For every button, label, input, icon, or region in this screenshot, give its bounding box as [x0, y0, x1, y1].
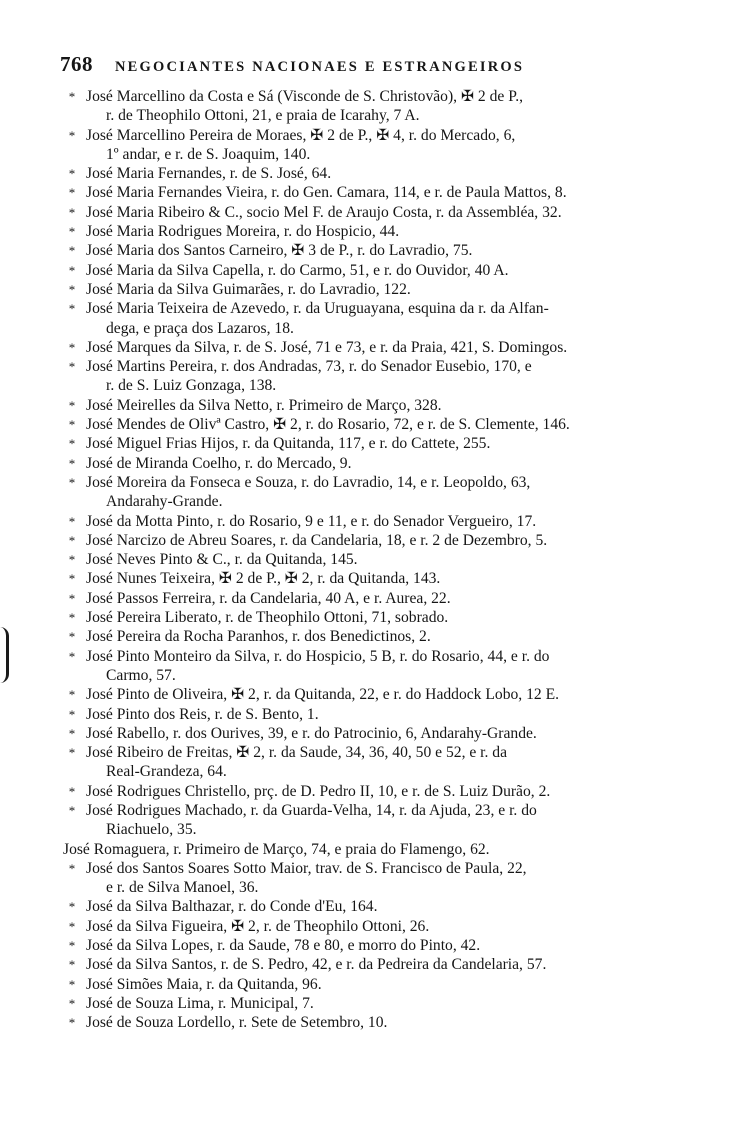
- entry-asterisk-marker: *: [68, 513, 76, 529]
- entry-text: José Rabello, r. dos Ourives, 39, e r. do Patrocinio, 6, Andarahy-Grande.: [86, 724, 537, 742]
- directory-entry: [0, 222, 706, 241]
- directory-entry: [0, 241, 706, 260]
- directory-entry: [0, 434, 706, 453]
- directory-entry: [0, 338, 706, 357]
- entry-text: José da Silva Santos, r. de S. Pedro, 42, e r. da Pedreira da Candelaria, 57.: [86, 956, 547, 974]
- entry-text-continuation: e r. de Silva Manoel, 36.: [106, 879, 259, 897]
- entry-asterisk-marker: *: [68, 204, 76, 220]
- directory-entry: [0, 126, 706, 165]
- directory-entry: [0, 705, 706, 724]
- entry-text: José Maria da Silva Capella, r. do Carmo, 51, e r. do Ouvidor, 40 A.: [86, 261, 509, 279]
- directory-entry: [0, 473, 706, 512]
- entry-asterisk-marker: *: [68, 629, 76, 645]
- entry-asterisk-marker: *: [68, 1015, 76, 1031]
- entry-text: José Marcellino Pereira de Moraes, ✠ 2 de P., ✠ 4, r. do Mercado, 6,: [86, 126, 516, 144]
- entry-text: José Maria Ribeiro & C., socio Mel F. de Araujo Costa, r. da Assembléa, 32.: [86, 203, 562, 221]
- entry-asterisk-marker: *: [68, 745, 76, 761]
- directory-entry: [0, 685, 706, 704]
- entry-text: José Miguel Frias Hijos, r. da Quitanda, 117, e r. do Cattete, 255.: [86, 435, 491, 453]
- entry-text: José Pinto dos Reis, r. de S. Bento, 1.: [86, 705, 319, 723]
- directory-entry: [0, 261, 706, 280]
- entry-text-continuation: 1º andar, e r. de S. Joaquim, 140.: [106, 145, 311, 163]
- entry-text: José Marques da Silva, r. de S. José, 71 e 73, e r. da Praia, 421, S. Domingos.: [86, 338, 568, 356]
- entry-asterisk-marker: *: [68, 474, 76, 490]
- entry-text-continuation: Riachuelo, 35.: [106, 821, 197, 839]
- entry-asterisk-marker: *: [68, 552, 76, 568]
- directory-entry: [0, 955, 706, 974]
- entry-asterisk-marker: *: [68, 262, 76, 278]
- entry-asterisk-marker: *: [68, 571, 76, 587]
- entry-text-continuation: Carmo, 57.: [106, 666, 176, 684]
- entry-asterisk-marker: *: [68, 339, 76, 355]
- entry-text: José Pinto Monteiro da Silva, r. do Hospicio, 5 B, r. do Rosario, 44, e r. do: [86, 647, 550, 665]
- entry-text: José Rodrigues Christello, prç. de D. Pedro II, 10, e r. de S. Luiz Durão, 2.: [86, 782, 551, 800]
- entry-text-continuation: Real-Grandeza, 64.: [106, 763, 227, 781]
- entry-text: José Meirelles da Silva Netto, r. Primeiro de Março, 328.: [86, 396, 442, 414]
- entry-text: José Nunes Teixeira, ✠ 2 de P., ✠ 2, r. da Quitanda, 143.: [86, 570, 441, 588]
- directory-entry: [0, 512, 706, 531]
- directory-entry: [0, 975, 706, 994]
- entry-text: José Maria Rodrigues Moreira, r. do Hospicio, 44.: [86, 223, 400, 241]
- entry-text: José Mendes de Olivª Castro, ✠ 2, r. do Rosario, 72, e r. de S. Clemente, 146.: [86, 416, 570, 434]
- directory-entry: [0, 299, 706, 338]
- directory-entry: [0, 897, 706, 916]
- entry-asterisk-marker: *: [68, 359, 76, 375]
- entry-asterisk-marker: *: [68, 687, 76, 703]
- entry-asterisk-marker: *: [68, 783, 76, 799]
- entry-asterisk-marker: *: [68, 166, 76, 182]
- directory-entry: [0, 936, 706, 955]
- entry-text: José de Souza Lima, r. Municipal, 7.: [86, 994, 314, 1012]
- entry-text: José da Silva Figueira, ✠ 2, r. de Theophilo Ottoni, 26.: [86, 917, 430, 935]
- entry-text: José da Silva Balthazar, r. do Conde d'Eu, 164.: [86, 898, 378, 916]
- entry-text: José Romaguera, r. Primeiro de Março, 74, e praia do Flamengo, 62.: [63, 840, 490, 858]
- page-header: [60, 52, 710, 82]
- directory-entry: [0, 917, 706, 936]
- entry-asterisk-marker: *: [68, 281, 76, 297]
- entry-text: José Martins Pereira, r. dos Andradas, 73, r. do Senador Eusebio, 170, e: [86, 358, 532, 376]
- entry-text: José Maria dos Santos Carneiro, ✠ 3 de P., r. do Lavradio, 75.: [86, 242, 473, 260]
- entry-text: José Pereira Liberato, r. de Theophilo Ottoni, 71, sobrado.: [86, 609, 449, 627]
- running-head: NEGOCIANTES NACIONAES E ESTRANGEIROS: [115, 59, 525, 75]
- entry-asterisk-marker: *: [68, 436, 76, 452]
- entry-asterisk-marker: *: [68, 938, 76, 954]
- directory-entry: [0, 840, 683, 859]
- entry-asterisk-marker: *: [68, 532, 76, 548]
- directory-entry: [0, 647, 706, 686]
- directory-entry: [0, 608, 706, 627]
- directory-entry: [0, 164, 706, 183]
- entry-list: [0, 87, 736, 1033]
- entry-text: José Ribeiro de Freitas, ✠ 2, r. da Saude, 34, 36, 40, 50 e 52, e r. da: [86, 744, 508, 762]
- directory-entry: [0, 203, 706, 222]
- entry-text: José Maria da Silva Guimarães, r. do Lavradio, 122.: [86, 280, 411, 298]
- directory-entry: [0, 550, 706, 569]
- entry-text: José Passos Ferreira, r. da Candelaria, 40 A, e r. Aurea, 22.: [86, 589, 451, 607]
- entry-asterisk-marker: *: [68, 89, 76, 104]
- entry-text: José dos Santos Soares Sotto Maior, trav. de S. Francisco de Paula, 22,: [86, 859, 527, 877]
- directory-entry: [0, 569, 706, 588]
- entry-text: José Pinto de Oliveira, ✠ 2, r. da Quitanda, 22, e r. do Haddock Lobo, 12 E.: [86, 686, 559, 704]
- entry-text: José Marcellino da Costa e Sá (Visconde de S. Christovão), ✠ 2 de P.,: [86, 88, 523, 105]
- entry-asterisk-marker: *: [68, 918, 76, 934]
- directory-entry: [0, 357, 706, 396]
- directory-entry: [0, 782, 706, 801]
- entry-text-continuation: r. de Theophilo Ottoni, 21, e praia de Icarahy, 7 A.: [106, 107, 420, 125]
- directory-entry: [0, 415, 706, 434]
- entry-asterisk-marker: *: [68, 706, 76, 722]
- entry-asterisk-marker: *: [68, 899, 76, 915]
- entry-text: José Pereira da Rocha Paranhos, r. dos Benedictinos, 2.: [86, 628, 431, 646]
- entry-asterisk-marker: *: [68, 860, 76, 876]
- entry-asterisk-marker: *: [68, 976, 76, 992]
- directory-entry: [0, 994, 706, 1013]
- entry-asterisk-marker: *: [68, 417, 76, 433]
- entry-asterisk-marker: *: [68, 802, 76, 818]
- entry-asterisk-marker: *: [68, 957, 76, 973]
- entry-asterisk-marker: *: [68, 995, 76, 1011]
- directory-entry: [0, 859, 706, 898]
- entry-asterisk-marker: *: [68, 301, 76, 317]
- directory-entry: [0, 724, 706, 743]
- entry-text: José Maria Fernandes, r. de S. José, 64.: [86, 165, 332, 183]
- entry-text: José Narcizo de Abreu Soares, r. da Candelaria, 18, e r. 2 de Dezembro, 5.: [86, 531, 548, 549]
- directory-entry: [0, 183, 706, 202]
- directory-entry: [0, 280, 706, 299]
- page-number: 768: [60, 52, 93, 76]
- entry-asterisk-marker: *: [68, 224, 76, 240]
- entry-text: José Simões Maia, r. da Quitanda, 96.: [86, 975, 322, 993]
- directory-entry: [0, 801, 706, 840]
- directory-entry: [0, 1013, 706, 1032]
- entry-text: José da Motta Pinto, r. do Rosario, 9 e 11, e r. do Senador Vergueiro, 17.: [86, 512, 537, 530]
- entry-asterisk-marker: *: [68, 590, 76, 606]
- entry-text: José Moreira da Fonseca e Souza, r. do Lavradio, 14, e r. Leopoldo, 63,: [86, 473, 531, 491]
- directory-entry: [0, 627, 706, 646]
- entry-asterisk-marker: *: [68, 185, 76, 201]
- entry-text-continuation: dega, e praça dos Lazaros, 18.: [106, 319, 294, 337]
- directory-entry: [0, 743, 706, 782]
- directory-entry: [0, 396, 706, 415]
- entry-text-continuation: r. de S. Luiz Gonzaga, 138.: [106, 377, 277, 395]
- entry-text: José Rodrigues Machado, r. da Guarda-Velha, 14, r. da Ajuda, 23, e r. do: [86, 801, 537, 819]
- entry-asterisk-marker: *: [68, 397, 76, 413]
- entry-text: José da Silva Lopes, r. da Saude, 78 e 80, e morro do Pinto, 42.: [86, 937, 481, 955]
- entry-asterisk-marker: *: [68, 610, 76, 626]
- entry-asterisk-marker: *: [68, 455, 76, 471]
- entry-text-continuation: Andarahy-Grande.: [106, 493, 223, 511]
- directory-entry: [0, 87, 706, 126]
- entry-text: José Maria Teixeira de Azevedo, r. da Uruguayana, esquina da r. da Alfan-: [86, 300, 549, 318]
- entry-asterisk-marker: *: [68, 648, 76, 664]
- entry-asterisk-marker: *: [68, 725, 76, 741]
- directory-entry: [0, 531, 706, 550]
- entry-text: José de Souza Lordello, r. Sete de Setembro, 10.: [86, 1014, 388, 1032]
- entry-text: José Maria Fernandes Vieira, r. do Gen. Camara, 114, e r. de Paula Mattos, 8.: [86, 184, 567, 202]
- entry-text: José de Miranda Coelho, r. do Mercado, 9.: [86, 454, 352, 472]
- directory-entry: [0, 589, 706, 608]
- entry-asterisk-marker: *: [68, 127, 76, 143]
- entry-asterisk-marker: *: [68, 243, 76, 259]
- entry-text: José Neves Pinto & C., r. da Quitanda, 145.: [86, 551, 358, 569]
- directory-entry: [0, 454, 706, 473]
